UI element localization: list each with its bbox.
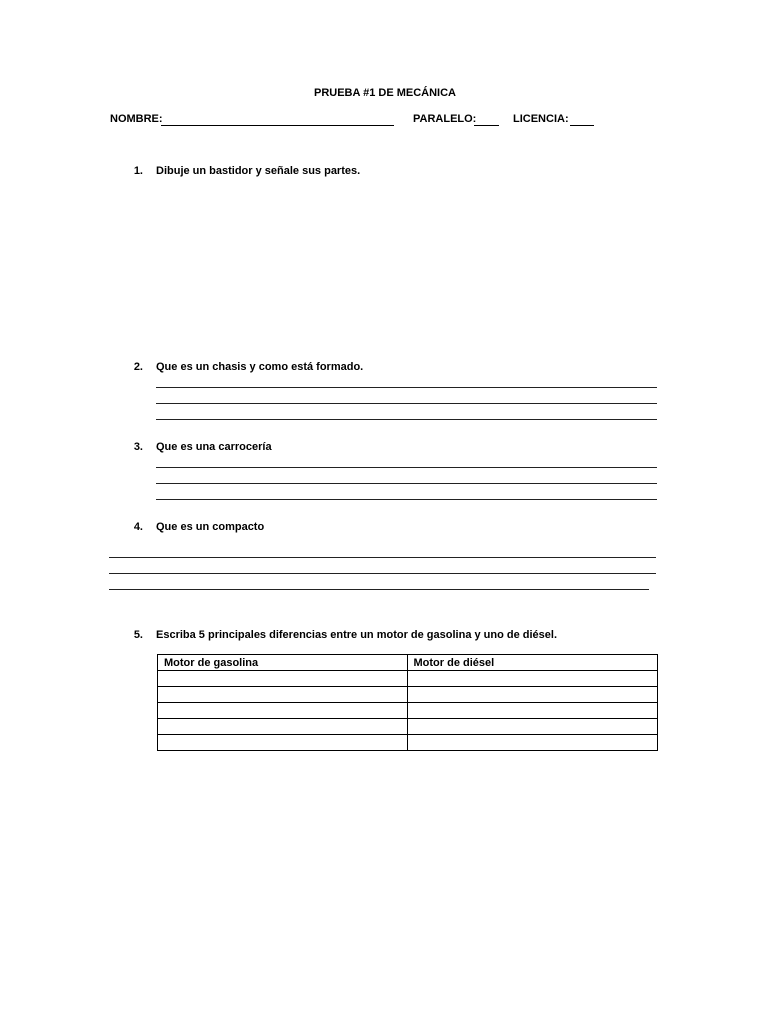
parallel-label: PARALELO: [413,113,477,125]
question-1-number: 1. [133,165,143,177]
table-header-row [158,655,658,671]
license-label: LICENCIA: [513,113,569,125]
question-1-text: Dibuje un bastidor y señale sus partes. [156,165,361,177]
question-5-number: 5. [133,629,143,641]
answer-line[interactable] [156,499,657,500]
answer-line[interactable] [109,589,649,590]
question-4-text: Que es un compacto [156,521,265,533]
answer-line[interactable] [109,557,656,558]
table-row [158,703,658,719]
license-blank[interactable] [570,125,594,126]
answer-line[interactable] [156,467,657,468]
differences-table [157,654,658,751]
table-row [158,735,658,751]
answer-line[interactable] [156,387,657,388]
name-blank[interactable] [161,125,394,126]
table-cell[interactable] [407,735,657,751]
exam-title: PRUEBA #1 DE MECÁNICA [314,87,457,99]
answer-line[interactable] [156,483,657,484]
table-row [158,719,658,735]
question-4-number: 4. [133,521,143,533]
answer-line[interactable] [156,403,657,404]
table-cell[interactable] [158,671,408,687]
table-cell[interactable] [158,703,408,719]
table-row [158,687,658,703]
table-cell[interactable] [158,719,408,735]
table-cell[interactable] [407,687,657,703]
table-cell[interactable] [158,735,408,751]
question-2-number: 2. [133,361,143,373]
answer-line[interactable] [156,419,657,420]
column-header-gasoline: Motor de gasolina [158,655,408,671]
table-row [158,671,658,687]
answer-line[interactable] [109,573,656,574]
table-cell[interactable] [407,703,657,719]
table-cell[interactable] [407,671,657,687]
question-3-text: Que es una carrocería [156,441,272,453]
table-cell[interactable] [158,687,408,703]
name-label: NOMBRE: [110,113,163,125]
question-2-text: Que es un chasis y como está formado. [156,361,364,373]
drawing-area[interactable] [156,185,656,350]
table-cell[interactable] [407,719,657,735]
parallel-blank[interactable] [474,125,499,126]
question-5-text: Escriba 5 principales diferencias entre un motor de gasolina y uno de diésel. [156,629,558,641]
question-3-number: 3. [133,441,143,453]
column-header-diesel: Motor de diésel [407,655,657,671]
